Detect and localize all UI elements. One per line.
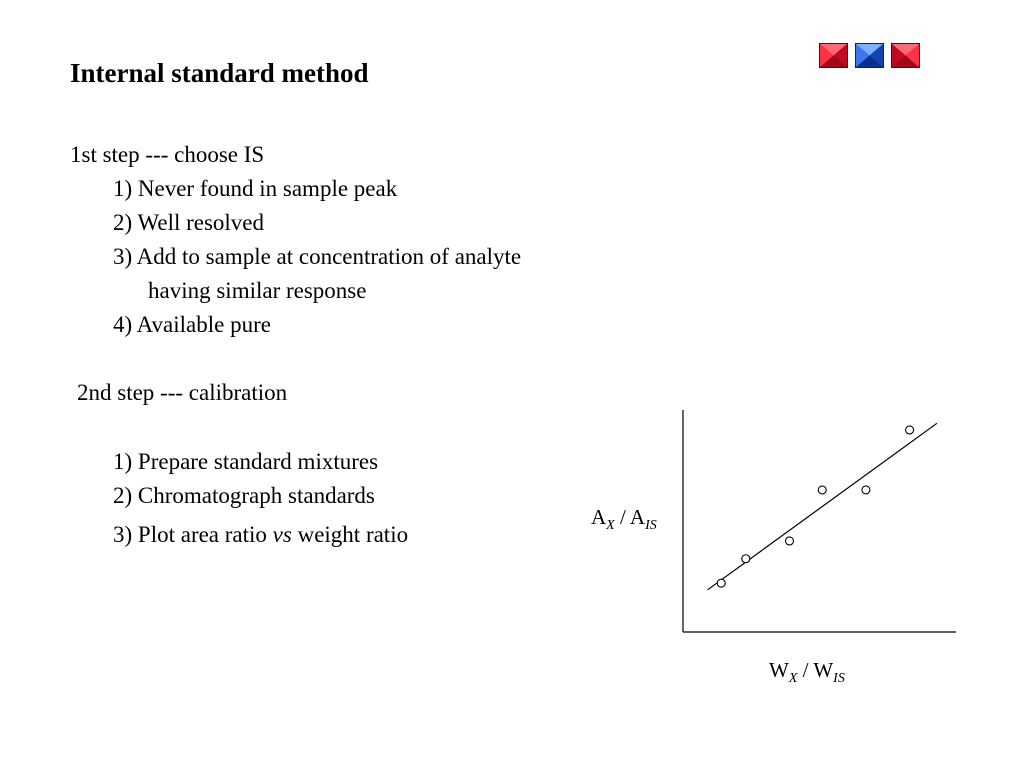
y-axis-label-sub: X — [606, 518, 615, 533]
data-point-5 — [862, 486, 870, 494]
step1-item: 1) Never found in sample peak — [113, 176, 398, 201]
data-point-2 — [742, 555, 750, 563]
x-axis-label-sep: / W — [797, 658, 834, 682]
step2-heading: 2nd step --- calibration — [77, 380, 288, 405]
x-axis-label-base: W — [769, 658, 789, 682]
step2-item3-suffix: weight ratio — [291, 522, 409, 547]
data-point-3 — [785, 537, 793, 545]
step2-item: 2) Chromatograph standards — [113, 483, 375, 508]
data-points — [717, 426, 913, 587]
data-point-4 — [818, 486, 826, 494]
y-axis-label-sub2: IS — [645, 518, 657, 533]
x-axis-label — [769, 658, 845, 687]
x-axis-label-sub2: IS — [833, 671, 845, 686]
step1-item-continuation: having similar response — [148, 278, 367, 303]
step1-item: 3) Add to sample at concentration of analyte — [113, 244, 522, 269]
x-axis-label-sub: X — [788, 671, 798, 686]
y-axis-label — [591, 505, 657, 534]
step2-item3-emphasis: vs — [272, 522, 292, 547]
slide-title: Internal standard method — [70, 58, 369, 88]
step1-item: 2) Well resolved — [113, 210, 265, 235]
y-axis-label-base: A — [591, 505, 607, 529]
step1-heading: 1st step --- choose IS — [70, 142, 265, 167]
y-axis-label-sep: / A — [614, 505, 646, 529]
data-point-6 — [906, 426, 914, 434]
step2-item: 1) Prepare standard mixtures — [113, 449, 379, 474]
step1-item: 4) Available pure — [113, 312, 271, 337]
step2-item3-prefix: 3) Plot area ratio — [113, 522, 273, 547]
fit-line — [708, 423, 937, 590]
data-point-1 — [717, 579, 725, 587]
